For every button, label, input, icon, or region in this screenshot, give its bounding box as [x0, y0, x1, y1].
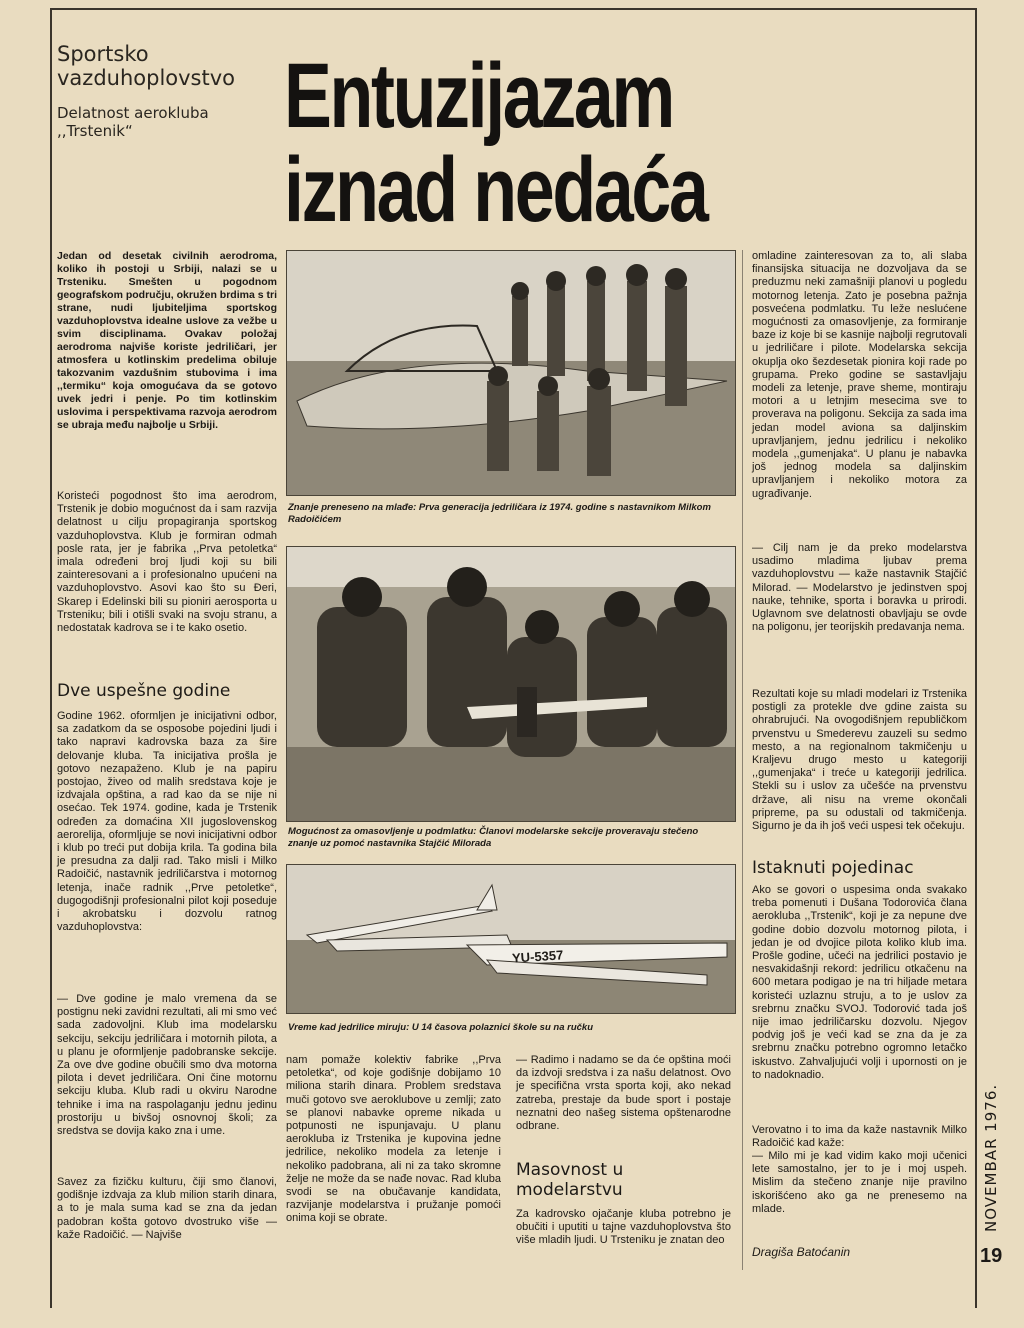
caption-photo-3: Vreme kad jedrilice miruju: U 14 časova polaznici škole su na ručku	[288, 1022, 594, 1033]
issue-date: NOVEMBAR 1976.	[982, 1083, 1000, 1232]
page-number: 19	[980, 1245, 1003, 1267]
col4-paragraph-3: Rezultati koje su mladi modelari iz Trstenika postigli za protekle dve gdine zaista su ohrabrujući. Na ovogodišnjem republičkom prvenstvu u Smederevu zauzeli su sedmo mesto, a na regionalnom takmičenju u Kraljevu drugo mesto u kategoriji ,,gumenjaka“ i treće u kategoriji jedrilica. Stekli su i uslov za učešće na prvenstvu države, ali nisu na vreme okončali pripreme, pa su odustali od takmičenja. Sigurno je da ih još veći uspesi tek očekuju.	[752, 688, 967, 833]
section-subkicker: Delatnost aerokluba ,,Trstenik“	[57, 104, 209, 140]
photo-gliders-resting	[286, 864, 736, 1014]
left-column-rule	[50, 8, 52, 1308]
subheading-dve-uspesne-godine: Dve uspešne godine	[57, 681, 231, 701]
col3-paragraph-1: — Radimo i nadamo se da će opština moći da izdvoji sredstva i za našu delatnost. Ovo je specifična vrsta sporta koji, ako nekad zatreba, prestaje da bude sport i postaje neznatni deo našeg sistema opštenarodne odbrane.	[516, 1054, 731, 1133]
photo-glider-pilots	[286, 250, 736, 496]
col4-rule	[742, 250, 743, 1270]
top-rule	[50, 8, 976, 10]
col4-paragraph-5: Verovatno i to ima da kaže nastavnik Milko Radoičić kad kaže:	[752, 1124, 967, 1150]
lead-paragraph: Jedan od desetak civilnih aerodroma, koliko ih postoji u Srbiji, nalazi se u Trsteniku. Smešten u pogodnom geografskom području, okružen brdima s tri strane, nudi ljubiteljima sportskog vazduhoplovstva idealne uslove za vežbe u svim disciplinama. Ovakav položaj aerodroma najviše koriste jedriličari, jer atmosfera u kotlinskim predelima obiluje takozvanim vazdušnim stubovima i ima ,,termiku“ koja omogućava da se gotovo uvek jedri i penje. Po tim kotlinskim uslovima i perspektivama razvoja aerodrom se ubraja među najbolje u Srbiji.	[57, 250, 277, 431]
col3-paragraph-2: Za kadrovsko ojačanje kluba potrebno je obučiti i uputiti u tajne vazduhoplovstva što više mladih ljudi. U Trsteniku je znatan deo	[516, 1208, 731, 1247]
headline-line-2: iznad nedaća	[284, 139, 707, 241]
photo-model-section	[286, 546, 736, 822]
caption-photo-2: Mogućnost za omasovljenje u podmlatku: Članovi modelarske sekcije proveravaju stečeno znanje uz pomoć nastavnika Stajčić Milorada	[288, 826, 699, 849]
col1-paragraph-2: Godine 1962. oformljen je inicijativni odbor, sa zadatkom da se osposobe pojedini ljudi i tako napravi kadrovska baza za šire delovanje kluba. Ta inicijativa prošla je gotovo nezapaženo. Klub je na papiru postojao, živeo od malih sredstava koje je izdvajala opština, a rad kao da se nije ni osećao. Tek 1974. godine, kada je Trstenik određen za domaćina XII jugoslovenskog aerorelija, oformljuje se novi inicijativni odbor i klub po treći put dobija krila. Ta godina bila je presudna za dalji rad. Tako misli i Milko Radoičić, nastavnik jedriličarstva i motornog letenja, inače radnik ,,Prve petoletke“, dugogodišnji profesionalni pilot koji poseduje i akrobatsku i dozvolu ratnog vazduhoplovstva:	[57, 710, 277, 934]
col4-paragraph-1: omladine zainteresovan za to, ali slaba finansijska situacija ne dozvoljava da se preduzmu neki zamašniji planovi u pogledu motornog letenja. Zato je posebna pažnja posvećena podmlatku. Tu leže neslućene mogućnosti za omasovljenje, za formiranje baze iz koje bi se kasnije najbolji regrutovali u jedriličare i pilote. Modelarska sekcija okuplja oko šezdesetak pionira koji rade po grupama. Preko godine se sastavljaju modeli za letenje, prave sheme, montiraju motori a u letnjim mesecima sve to proverava na poligonu. Sekcija za sada ima jedan model aviona sa daljinskim upravljanjem, jednu jedrilicu i nekoliko modela ,,gumenjaka“. U planu je nabavka još jednog modela sa daljinskim upravljanjem i nekoliko motora za ugrađivanje.	[752, 250, 967, 500]
subheading-masovnost: Masovnost u modelarstvu	[516, 1160, 624, 1200]
author-signature: Dragiša Batoćanin	[752, 1245, 851, 1259]
col4-paragraph-4: Ako se govori o uspesima onda svakako treba pomenuti i Dušana Todorovića člana aerokluba ,,Trstenik“, koji je za nepune dve godine dobio dozvolu motornog pilota, i jedan je od dvojice pilota koliko klub ima. Prošle godine, učeći na jedrilici postavio je nesvakidašnji rekord: jedrilicu otkačenu na 600 metara podigao je na tri hiljade metara koristeći uzlaznu struju, a to je uslov za srebrnu značku SVOJ. Todorović tada još nije imao jedriličarsku dozvolu. Njegov podvig još je veći kad se zna da je za srebrnu značku potrebno ogromno letačko iskustvo. Zahvaljujući volji i upornosti on je to nadoknadio.	[752, 884, 967, 1081]
col4-paragraph-2: — Cilj nam je da preko modelarstva usadimo mladima ljubav prema vazduhoplovstvu — kaže nastavnik Stajčić Milorad. — Modelarstvo je jedinstven spoj nauke, tehnike, sporta i boravka u prirodi. Uglavnom sve delatnosti obavljaju se ovde na poligonu, jer teorijskih predavanja nema.	[752, 542, 967, 634]
subheading-istaknuti-pojedinac: Istaknuti pojedinac	[752, 858, 914, 878]
glider-registration: YU-5357	[511, 947, 564, 966]
section-kicker: Sportsko vazduhoplovstvo	[57, 42, 236, 90]
col2-paragraph: nam pomaže kolektiv fabrike ,,Prva petoletka“, od koje godišnje dobijamo 10 miliona starih dinara. Problem sredstava muči gotovo sve aeroklubove u zemlji; zato se planovi nabavke opreme nikada u potpunosti ne ispunjavaju. U planu aerokluba iz Trstenika je kupovina jedne jedrilice, nekoliko modela za letenje i nekoliko padobrana, ali ni za tako skromne želje ne može da se nađe novac. Rad kluba svodi se na obučavanje kandidata, razvijanje modelarstva i pružanje pomoći onima koji se obrate.	[286, 1054, 501, 1225]
col1-paragraph-4: Savez za fizičku kulturu, čiji smo članovi, godišnje izdvaja za klub milion starih dinara, a to je mala suma kad se zna da jedan padobran košta gotovo dvostruko više — kaže Radoičić. — Najviše	[57, 1176, 277, 1241]
caption-photo-1: Znanje preneseno na mlađe: Prva generacija jedriličara iz 1974. godine s nastavnikom Milkom Radoičićem	[288, 502, 711, 525]
right-column-rule	[975, 8, 977, 1308]
col4-paragraph-6: — Milo mi je kad vidim kako moji učenici lete samostalno, jer to je i moj uspeh. Mislim da stečeno znanje nije pravilno iskorišćeno ako ga ne prenesemo na mlade.	[752, 1150, 967, 1215]
headline-line-1: Entuzijazam	[284, 45, 673, 147]
col1-paragraph-3: — Dve godine je malo vremena da se postignu neki zavidni rezultati, ali mi smo već sada zadovoljni. Klub ima modelarsku sekciju, sekciju jedriličara i motornih pilota, a u planu je oformljenje padobranske sekcije. Za ove dve godine obučili smo dva motorna pilota i devet jedriličara. Oni čine motornu sekciju kluba. Klub radi u okviru Narodne tehnike i ima na raspolaganju jednu jedinu prostoriju u bivšoj osnovnoj školi; za sredstva se dovija kako zna i ume.	[57, 993, 277, 1138]
col1-paragraph-1: Koristeći pogodnost što ima aerodrom, Trstenik je dobio mogućnost da i sam razvija delatnost u cilju propagiranja sportskog vazduhoplovstva. Klub je formiran odmah posle rata, jer je fabrika ,,Prva petoletka“ imala određeni broj ljudi koji su bili zainteresovani a i profesionalno upućeni na vazduhoplovstvo. Asovi kao što su Đeri, Skarep i Edelinski bili su pioniri aerosporta u Trsteniku; bili i otišli svaki na svoju stranu, a nedostatak kadrova se i te kako osetio.	[57, 490, 277, 635]
